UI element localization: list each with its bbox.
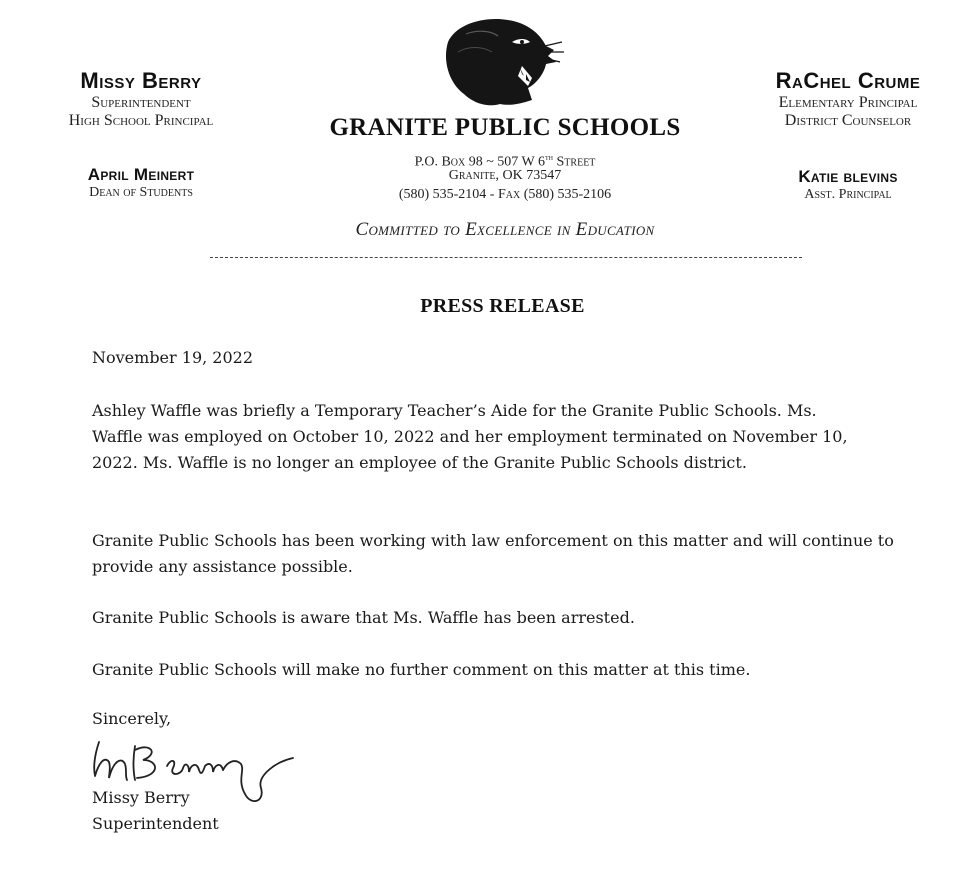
staff-title: District Counselor [784,112,912,130]
right-staff-block-2 [716,167,980,203]
staff-name: Katie blevins [798,167,898,186]
paragraph-employment: Ashley Waffle was briefly a Temporary Teacher’s Aide for the Granite Public Schools. Ms. Waffle was employed on October 10, 2022 and her employment terminated on November 10, 2022. Ms. Waffle is no longer an employee of the Granite Public Schools district. [92,401,848,472]
address-line-1-text: P.O. Box 98 ~ 507 W 6 [414,154,546,170]
paragraph-no-comment: Granite Public Schools will make no further comment on this matter at this time. [92,660,751,679]
staff-name: RaChel Crume [775,68,921,93]
letter-date: November 19, 2022 [92,348,254,367]
school-name: GRANITE PUBLIC SCHOOLS [329,114,681,141]
left-staff-block-2 [0,165,282,201]
staff-title: Asst. Principal [804,187,892,202]
staff-name: Missy Berry [80,68,202,93]
phone-fax-line: (580) 535-2104 - Fax (580) 535-2106 [398,187,612,202]
staff-title: Elementary Principal [778,94,918,111]
address-line-1-street: Street [553,154,596,170]
right-staff-block-1 [716,68,980,131]
press-release-heading: PRESS RELEASE [420,295,585,317]
address-line-2: Granite, OK 73547 [448,168,562,183]
panther-head-logo [436,12,566,112]
address-superscript: th [545,152,554,162]
school-motto: Committed to Excellence in Education [355,219,655,240]
left-staff-block-1 [0,68,282,131]
staff-name: April Meinert [87,165,195,184]
signer-name: Missy Berry [92,788,190,807]
paragraph-law-enforcement: Granite Public Schools has been working with law enforcement on this matter and will continue to provide any assistance possible. [92,531,894,576]
staff-title: High School Principal [68,112,214,130]
closing: Sincerely, [92,709,172,728]
letterhead-divider [210,257,802,258]
paragraph-arrest: Granite Public Schools is aware that Ms. Waffle has been arrested. [92,608,635,627]
staff-title: Dean of Students [89,185,193,200]
staff-title: Superintendent [91,94,191,111]
signer-title: Superintendent [92,814,219,833]
